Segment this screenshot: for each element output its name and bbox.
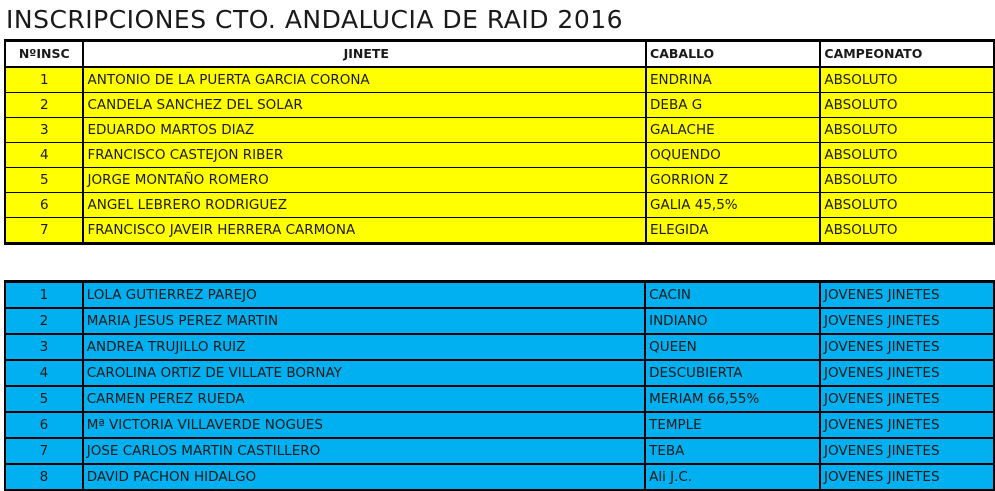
header-jinete: JINETE <box>83 41 646 68</box>
cell-num: 4 <box>5 143 83 168</box>
cell-jinete: ANDREA TRUJILLO RUIZ <box>83 334 645 360</box>
cell-campeonato: JOVENES JINETES <box>820 360 994 386</box>
cell-campeonato: JOVENES JINETES <box>820 438 994 464</box>
header-row <box>5 41 994 68</box>
cell-num: 3 <box>5 118 83 143</box>
table-row <box>5 67 994 93</box>
table-row <box>5 168 994 193</box>
cell-num: 2 <box>5 308 83 334</box>
cell-num: 8 <box>5 464 83 490</box>
cell-campeonato: ABSOLUTO <box>820 168 994 193</box>
cell-jinete: DAVID PACHON HIDALGO <box>83 464 645 490</box>
cell-campeonato: ABSOLUTO <box>820 67 994 93</box>
table-row <box>5 308 994 334</box>
cell-caballo: GALIA 45,5% <box>646 193 820 218</box>
cell-caballo: DESCUBIERTA <box>645 360 820 386</box>
cell-campeonato: ABSOLUTO <box>820 118 994 143</box>
table-row <box>5 118 994 143</box>
table-row <box>5 143 994 168</box>
cell-caballo: QUEEN <box>645 334 820 360</box>
cell-caballo: TEBA <box>645 438 820 464</box>
cell-jinete: MARIA JESUS PEREZ MARTIN <box>83 308 645 334</box>
table-row <box>5 438 994 464</box>
cell-campeonato: ABSOLUTO <box>820 193 994 218</box>
table-row <box>5 334 994 360</box>
page-title: INSCRIPCIONES CTO. ANDALUCIA DE RAID 2016 <box>6 5 624 34</box>
table-row <box>5 386 994 412</box>
table-row <box>5 412 994 438</box>
cell-caballo: Ali J.C. <box>645 464 820 490</box>
absoluto-table <box>4 39 995 245</box>
cell-campeonato: JOVENES JINETES <box>820 386 994 412</box>
cell-campeonato: ABSOLUTO <box>820 93 994 118</box>
cell-num: 1 <box>5 67 83 93</box>
cell-campeonato: ABSOLUTO <box>820 143 994 168</box>
cell-caballo: TEMPLE <box>645 412 820 438</box>
cell-jinete: CAROLINA ORTIZ DE VILLATE BORNAY <box>83 360 645 386</box>
cell-campeonato: JOVENES JINETES <box>820 412 994 438</box>
cell-jinete: ANGEL LEBRERO RODRIGUEZ <box>83 193 646 218</box>
cell-num: 5 <box>5 386 83 412</box>
table-row <box>5 464 994 490</box>
cell-jinete: CARMEN PEREZ RUEDA <box>83 386 645 412</box>
table-row <box>5 193 994 218</box>
cell-jinete: FRANCISCO CASTEJON RIBER <box>83 143 646 168</box>
cell-num: 6 <box>5 412 83 438</box>
cell-jinete: ANTONIO DE LA PUERTA GARCIA CORONA <box>83 67 646 93</box>
cell-num: 5 <box>5 168 83 193</box>
cell-caballo: ELEGIDA <box>646 218 820 244</box>
table-row <box>5 218 994 244</box>
cell-campeonato: JOVENES JINETES <box>820 334 994 360</box>
cell-num: 2 <box>5 93 83 118</box>
header-num: NºINSC <box>5 41 83 68</box>
cell-caballo: INDIANO <box>645 308 820 334</box>
header-campeonato: CAMPEONATO <box>820 41 994 68</box>
table-row <box>5 360 994 386</box>
cell-jinete: Mª VICTORIA VILLAVERDE NOGUES <box>83 412 645 438</box>
cell-jinete: LOLA GUTIERREZ PAREJO <box>83 282 645 309</box>
cell-num: 7 <box>5 438 83 464</box>
cell-caballo: MERIAM 66,55% <box>645 386 820 412</box>
cell-num: 1 <box>5 282 83 309</box>
cell-jinete: EDUARDO MARTOS DIAZ <box>83 118 646 143</box>
cell-campeonato: JOVENES JINETES <box>820 282 994 309</box>
cell-campeonato: ABSOLUTO <box>820 218 994 244</box>
cell-caballo: CACIN <box>645 282 820 309</box>
cell-num: 6 <box>5 193 83 218</box>
jovenes-table <box>4 280 995 491</box>
table-row <box>5 93 994 118</box>
cell-caballo: GALACHE <box>646 118 820 143</box>
cell-caballo: GORRION Z <box>646 168 820 193</box>
cell-campeonato: JOVENES JINETES <box>820 464 994 490</box>
cell-caballo: OQUENDO <box>646 143 820 168</box>
cell-caballo: DEBA G <box>646 93 820 118</box>
cell-jinete: FRANCISCO JAVEIR HERRERA CARMONA <box>83 218 646 244</box>
table-row <box>5 282 994 309</box>
cell-jinete: JOSE CARLOS MARTIN CASTILLERO <box>83 438 645 464</box>
cell-caballo: ENDRINA <box>646 67 820 93</box>
cell-campeonato: JOVENES JINETES <box>820 308 994 334</box>
cell-jinete: CANDELA SANCHEZ DEL SOLAR <box>83 93 646 118</box>
header-caballo: CABALLO <box>646 41 820 68</box>
cell-jinete: JORGE MONTAÑO ROMERO <box>83 168 646 193</box>
cell-num: 7 <box>5 218 83 244</box>
cell-num: 4 <box>5 360 83 386</box>
cell-num: 3 <box>5 334 83 360</box>
